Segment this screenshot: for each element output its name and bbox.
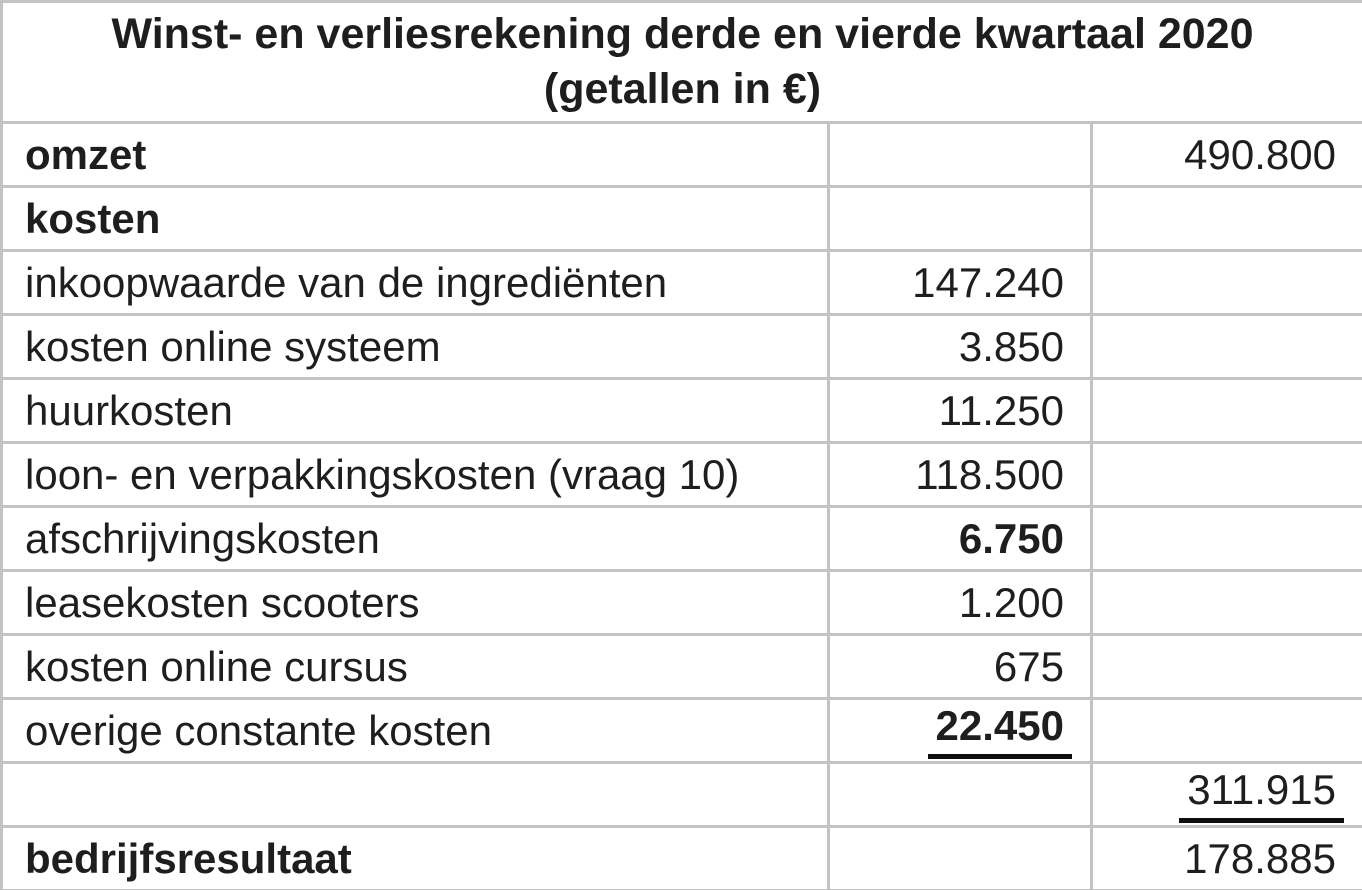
amount-subtotal-cell (829, 763, 1092, 827)
table-row (2, 699, 1362, 763)
table-title-line2: (getallen in €) (543, 65, 822, 114)
amount-total-cell (1092, 763, 1362, 827)
amount-subtotal-cell (829, 699, 1092, 763)
amount-total-cell: 490.800 (1092, 123, 1362, 187)
amount-subtotal-cell (829, 187, 1092, 251)
row-label-cell: kosten (2, 187, 829, 251)
amount-total-cell (1092, 571, 1362, 635)
row-label-cell: overige constante kosten (2, 699, 829, 763)
row-label-cell: omzet (2, 123, 829, 187)
amount-subtotal-cell: 118.500 (829, 443, 1092, 507)
table-row (2, 251, 1362, 315)
table-title-line1: Winst- en verliesrekening derde en vierde kwartaal 2020 (111, 10, 1254, 58)
row-label-cell: inkoopwaarde van de ingrediënten (2, 251, 829, 315)
amount-total-cell (1092, 187, 1362, 251)
table-row (2, 187, 1362, 251)
amount-subtotal-cell: 3.850 (829, 315, 1092, 379)
amount-subtotal-cell (829, 827, 1092, 890)
table-row (2, 315, 1362, 379)
underlined-amount: 311.915 (1179, 766, 1344, 823)
amount-total-cell (1092, 315, 1362, 379)
amount-total-cell (1092, 507, 1362, 571)
amount-total-cell (1092, 443, 1362, 507)
amount-total-cell (1092, 251, 1362, 315)
amount-total-cell (1092, 379, 1362, 443)
amount-subtotal-cell: 1.200 (829, 571, 1092, 635)
table-row (2, 507, 1362, 571)
table-row (2, 571, 1362, 635)
amount-subtotal-cell: 147.240 (829, 251, 1092, 315)
row-label-cell: afschrijvingskosten (2, 507, 829, 571)
row-label-cell: kosten online systeem (2, 315, 829, 379)
table-row (2, 123, 1362, 187)
row-label-cell (2, 763, 829, 827)
amount-total-cell (1092, 699, 1362, 763)
underlined-amount: 22.450 (928, 702, 1072, 759)
amount-subtotal-cell: 11.250 (829, 379, 1092, 443)
table-row (2, 379, 1362, 443)
row-label-cell: loon- en verpakkingskosten (vraag 10) (2, 443, 829, 507)
amount-total-cell (1092, 635, 1362, 699)
amount-total-cell: 178.885 (1092, 827, 1362, 890)
table-row (2, 443, 1362, 507)
pl-table-body (2, 2, 1362, 890)
row-label-cell: leasekosten scooters (2, 571, 829, 635)
table-row (2, 635, 1362, 699)
amount-subtotal-cell: 675 (829, 635, 1092, 699)
table-row (2, 763, 1362, 827)
amount-subtotal-cell: 6.750 (829, 507, 1092, 571)
row-label-cell: huurkosten (2, 379, 829, 443)
table-title-row (2, 2, 1362, 123)
row-label-cell: kosten online cursus (2, 635, 829, 699)
table-row (2, 827, 1362, 890)
amount-subtotal-cell (829, 123, 1092, 187)
table-title-cell (2, 2, 1362, 123)
row-label-cell: bedrijfsresultaat (2, 827, 829, 890)
